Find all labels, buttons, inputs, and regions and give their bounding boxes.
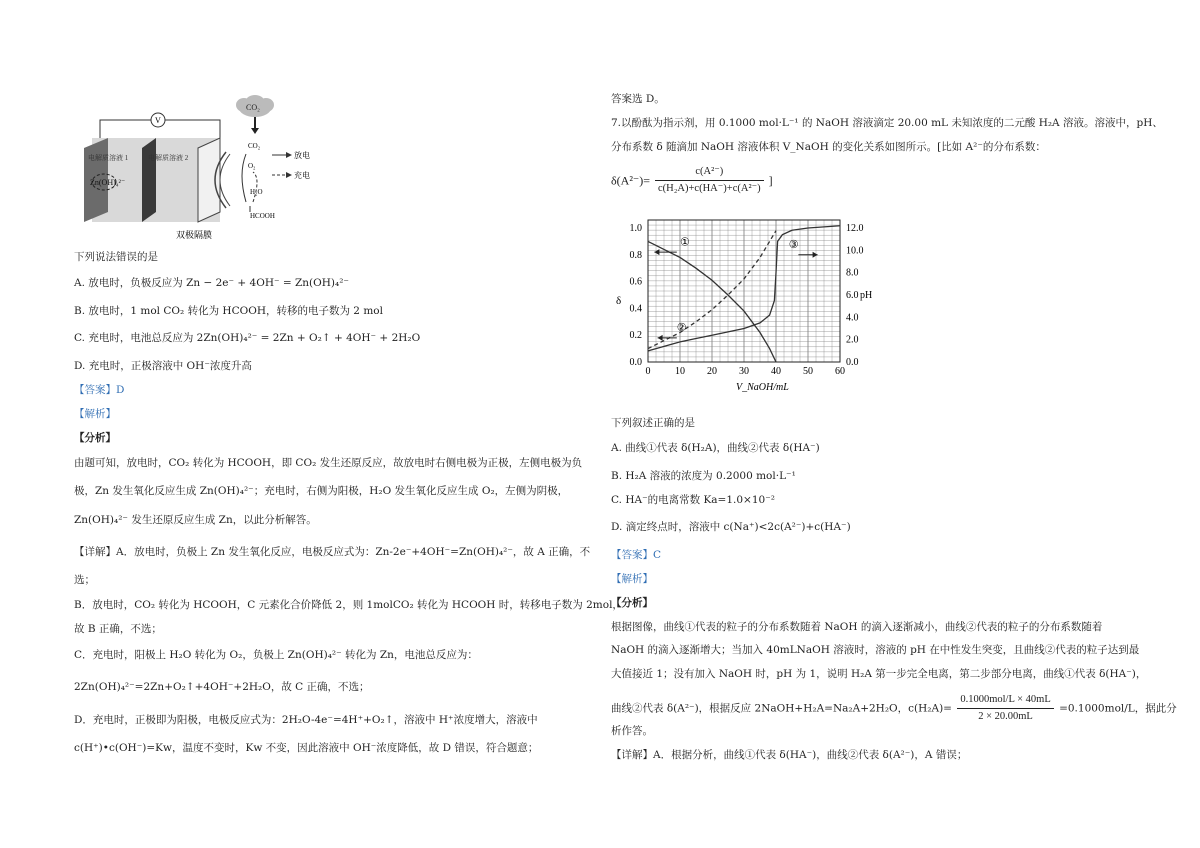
detail-a2: 选； [74,574,95,586]
y-left-axis-label: δ [616,295,622,307]
membrane-label: 双极隔膜 [176,230,213,240]
detail-c1: C．充电时，阳极上 H₂O 转化为 O₂，负极上 Zn(OH)₄²⁻ 转化为 Zn，电池总反应为： [74,649,478,661]
question7-line1: 7.以酚酞为指示剂，用 0.1000 mol·L⁻¹ 的 NaOH 溶液滴定 20.00 mL 未知浓度的二元酸 H₂A 溶液。溶液中，pH、 [611,117,1163,129]
fenxi-label-right: 【分析】 [611,597,653,609]
y-right-tick-label: 0.0 [846,357,859,368]
y-right-tick-label: 12.0 [846,223,864,234]
formula-denominator: c(H₂A)+c(HA⁻)+c(A²⁻) [658,183,761,194]
x-tick-label: 20 [707,366,717,377]
fenxi-label: 【分析】 [74,432,116,444]
electrolyte-1-label: 电解质溶液 1 [88,154,129,162]
detail-a1: 【详解】A．放电时，负极上 Zn 发生氧化反应，电极反应式为：Zn-2e⁻+4OH⁻=Zn(OH)₄²⁻，故 A 正确，不 [74,546,591,558]
question-intro-right: 下列叙述正确的是 [611,417,695,429]
detail-c2: 2Zn(OH)₄²⁻=2Zn+O₂↑+4OH⁻+2H₂O，故 C 正确，不选； [74,681,370,693]
option-c: C. 充电时，电池总反应为 2Zn(OH)₄²⁻ = 2Zn + O₂↑ + 4OH⁻ + 2H₂O [74,332,421,344]
gas-label: CO₂ [246,103,260,112]
x-tick-label: 40 [771,366,781,377]
curve-arrowhead-1 [654,249,659,255]
analysis-label-right: 【解析】 [611,573,653,585]
o2-label: O₂ [248,162,256,170]
x-tick-label: 10 [675,366,685,377]
curve-label-3: ③ [788,239,799,252]
option-b: B. 放电时，1 mol CO₂ 转化为 HCOOH，转移的电子数为 2 mol [74,305,383,317]
x-tick-label: 50 [803,366,813,377]
analysis-right-p3: 大值接近 1；没有加入 NaOH 时，pH 为 1，说明 H₂A 第一步完全电离，第二步部分电离，曲线①代表 δ(HA⁻)， [611,668,1147,680]
option-b-right: B. H₂A 溶液的浓度为 0.2000 mol·L⁻¹ [611,470,796,482]
y-left-tick-label: 0.4 [629,303,642,315]
analysis-p1: 由题可知，放电时，CO₂ 转化为 HCOOH，即 CO₂ 发生还原反应，故放电时右侧电极为正极，左侧电极为负 [74,457,583,469]
formula-fraction [655,164,764,197]
concentration-numerator: 0.1000mol/L × 40mL [957,692,1053,709]
analysis-right-p4a: 曲线②代表 δ(A²⁻)，根据反应 2NaOH+H₂A=Na₂A+2H₂O，c(H₂A)= [611,702,952,715]
h2o-label: H₂O [250,188,263,196]
voltmeter-label: V [155,116,161,125]
y-right-tick-label: 2.0 [846,334,859,346]
detail-b2: 故 B 正确，不选； [74,623,162,635]
y-left-tick-label: 1.0 [629,223,642,234]
analysis-right-p1: 根据图像，曲线①代表的粒子的分布系数随着 NaOH 的滴入逐渐减小，曲线②代表的粒子的分布系数随着 [611,621,1103,633]
curve-label-1: ① [680,236,690,249]
formula-numerator: c(A²⁻) [655,164,764,181]
analysis-p3: Zn(OH)₄²⁻ 发生还原反应生成 Zn，以此分析解答。 [74,514,317,526]
analysis-right-p4b: =0.1000mol/L，据此分 [1059,702,1177,715]
y-right-tick-label: 8.0 [846,267,859,279]
y-left-tick-label: 0.2 [629,330,642,342]
curve-label-2: ② [676,322,687,335]
hcooh-label: HCOOH [250,212,275,220]
curve-arrowhead-3 [813,252,818,258]
y-right-axis-label: pH [860,290,873,301]
curve-arrowhead-2 [658,335,663,341]
zinc-hydroxide-label: Zn(OH)₄²⁻ [90,178,126,187]
analysis-right-p2: NaOH 的滴入逐渐增大；当加入 40mLNaOH 溶液时，溶液的 pH 在中性发生突变，且曲线②代表的粒子达到最 [611,644,1140,656]
formula-lhs: δ(A²⁻)= [611,173,651,188]
option-d: D. 充电时，正极溶液中 OH⁻浓度升高 [74,360,252,372]
x-tick-label: 60 [835,366,845,377]
distribution-formula [611,164,773,197]
y-right-tick-label: 4.0 [846,312,859,324]
discharge-legend: 放电 [294,151,310,160]
option-c-right: C. HA⁻的电离常数 Ka=1.0×10⁻² [611,494,775,506]
option-a-right: A. 曲线①代表 δ(H₂A)，曲线②代表 δ(HA⁻) [611,442,820,454]
y-left-tick-label: 0.0 [629,357,642,368]
question-intro: 下列说法错误的是 [74,251,158,263]
co2-label: CO₂ [248,142,261,150]
electrolyte-2-label: 电解质溶液 2 [148,154,189,162]
analysis-p2: 极，Zn 发生氧化反应生成 Zn(OH)₄²⁻；充电时，右侧为阳极，H₂O 发生氧化反应生成 O₂，左侧为阴极， [74,485,569,497]
battery-diagram [78,94,338,244]
answer-label: 【答案】D [74,384,125,396]
question7-line2: 分布系数 δ 随滴加 NaOH 溶液体积 V_NaOH 的变化关系如图所示。[比如 A²⁻的分布系数： [611,141,1046,153]
analysis-right-p4 [611,692,1177,725]
titration-chart [608,212,878,398]
x-tick-label: 0 [645,366,651,377]
previous-answer: 答案选 D。 [611,93,665,105]
option-d-right: D. 滴定终点时，溶液中 c(Na⁺)<2c(A²⁻)+c(HA⁻) [611,521,851,533]
formula-bracket: ] [768,173,773,188]
answer-label-right: 【答案】C [611,549,662,561]
y-right-tick-label: 6.0 [846,290,859,301]
detail-b1: B．放电时，CO₂ 转化为 HCOOH，C 元素化合价降低 2，则 1molCO₂ 转化为 HCOOH 时，转移电子数为 2mol， [74,599,623,611]
y-left-tick-label: 0.8 [629,249,642,261]
y-right-tick-label: 10.0 [846,245,864,257]
x-tick-label: 30 [739,366,749,377]
detail-d1: D．充电时，正极即为阳极，电极反应式为：2H₂O-4e⁻=4H⁺+O₂↑，溶液中 H⁺浓度增大，溶液中 [74,714,538,726]
detail-d2: c(H⁺)•c(OH⁻)=Kw，温度不变时，Kw 不变，因此溶液中 OH⁻浓度降低，故 D 错误，符合题意； [74,742,539,754]
charge-legend: 充电 [294,171,310,180]
analysis-right-p5: 析作答。 [611,725,653,737]
analysis-label: 【解析】 [74,408,116,420]
option-a: A. 放电时，负极反应为 Zn − 2e⁻ + 4OH⁻ = Zn(OH)₄²⁻ [74,277,349,289]
x-axis-label: V_NaOH/mL [736,382,789,393]
detail-right-a: 【详解】A．根据分析，曲线①代表 δ(HA⁻)，曲线②代表 δ(A²⁻)，A 错误； [611,749,968,761]
concentration-fraction [957,692,1053,725]
concentration-denominator: 2 × 20.00mL [978,711,1033,722]
y-left-tick-label: 0.6 [629,276,642,288]
